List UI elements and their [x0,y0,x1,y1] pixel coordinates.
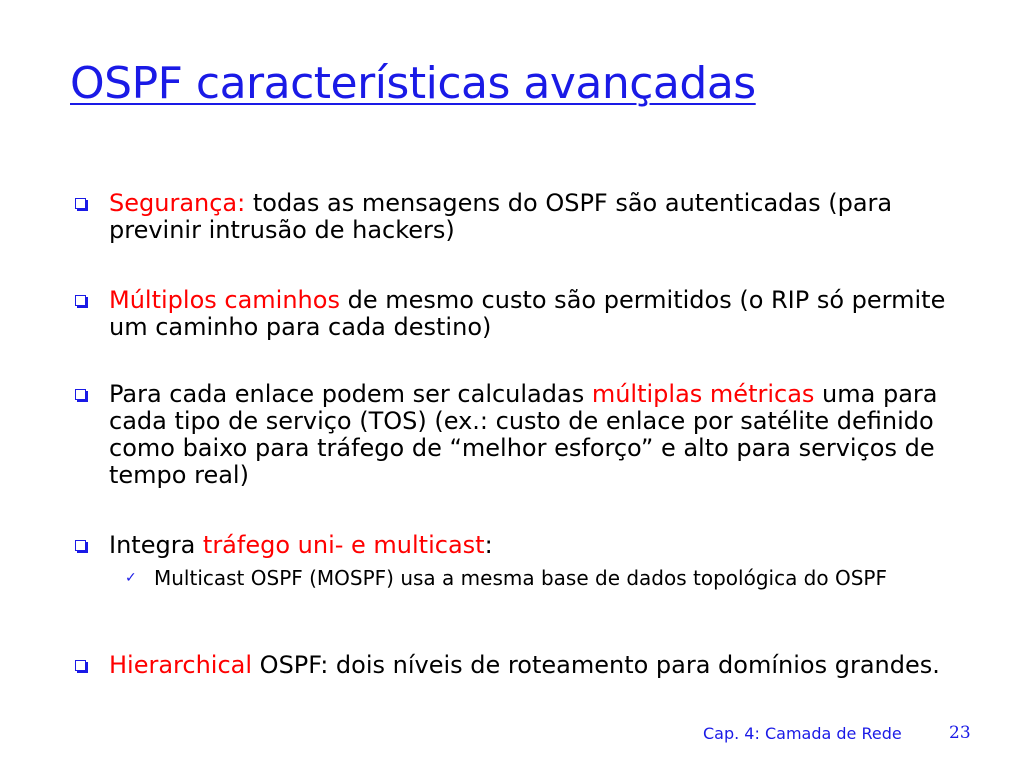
bullet-highlight: tráfego uni- e multicast [202,531,485,559]
bullet-text: : [484,531,493,559]
square-bullet-icon [75,660,86,671]
slide-title: OSPF características avançadas [70,58,756,109]
bullet-highlight: Hierarchical [109,651,253,679]
bullet-highlight: Múltiplos caminhos [109,286,340,314]
square-bullet-icon [75,540,86,551]
bullet-multicast [109,532,969,559]
square-bullet-icon [75,389,86,400]
bullet-pre: Integra [109,531,203,559]
footer-chapter-label: Cap. 4: Camada de Rede [703,724,902,743]
bullet-multiple-metrics [109,381,969,489]
square-bullet-icon [75,295,86,306]
page-number: 23 [949,723,971,743]
bullet-text: de mesmo custo são permitidos (o RIP só permite um caminho para cada destino) [109,286,946,341]
bullet-text: uma para cada tipo de serviço (TOS) (ex.: custo de enlace por satélite definido como baixo para tráfego de “melhor esforço” e alto para serviços de tempo real) [109,380,938,489]
checkmark-icon: ✓ [125,570,137,586]
bullet-security [109,190,969,244]
sub-bullet-mospf [125,566,964,590]
bullet-pre: Para cada enlace podem ser calculadas [109,380,592,408]
bullet-highlight: Segurança: [109,189,246,217]
bullet-text: OSPF: dois níveis de roteamento para domínios grandes. [252,651,940,679]
bullet-highlight: múltiplas métricas [591,380,815,408]
sub-bullet-text: Multicast OSPF (MOSPF) usa a mesma base de dados topológica do OSPF [154,566,887,590]
bullet-hierarchical [109,652,969,679]
bullet-text: todas as mensagens do OSPF são autenticadas (para previnir intrusão de hackers) [109,189,893,244]
square-bullet-icon [75,198,86,209]
bullet-multipath [109,287,969,341]
